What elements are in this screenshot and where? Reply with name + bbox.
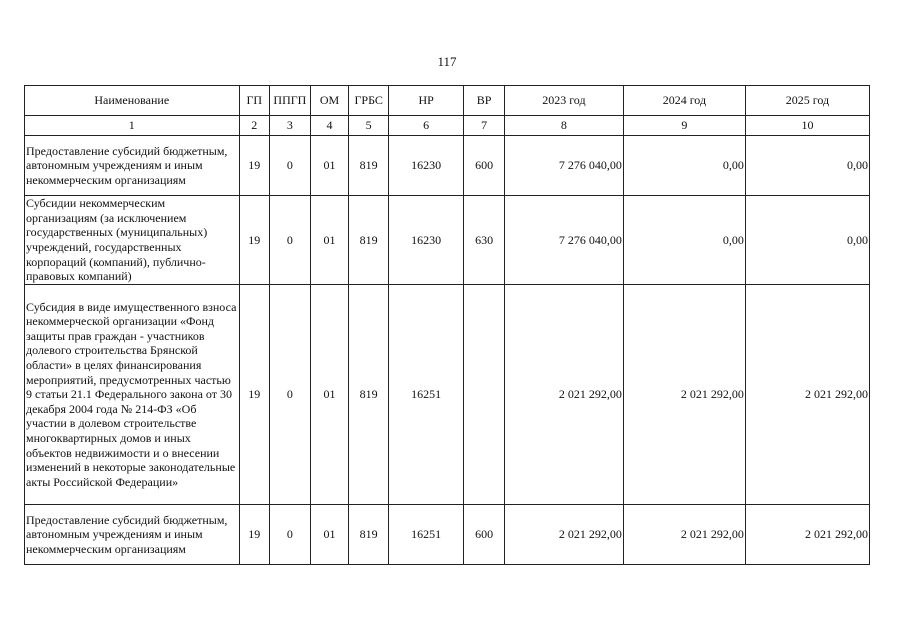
row-ppgp: 0 xyxy=(270,136,311,196)
row-2025: 2 021 292,00 xyxy=(745,505,869,565)
header-2023: 2023 год xyxy=(504,86,623,116)
header-2025: 2025 год xyxy=(745,86,869,116)
row-vr: 630 xyxy=(464,196,505,285)
row-name: Субсидии некоммерческим организациям (за исключением государственных (муниципальных) учреждений, государственных корпораций (компаний), публично-правовых компаний) xyxy=(25,196,240,285)
row-2025: 0,00 xyxy=(745,136,869,196)
page-number: 117 xyxy=(437,54,457,69)
budget-table xyxy=(24,85,870,565)
row-nr: 16230 xyxy=(389,136,464,196)
table-row xyxy=(25,285,870,505)
row-grbs: 819 xyxy=(349,136,389,196)
row-nr: 16251 xyxy=(389,285,464,505)
row-grbs: 819 xyxy=(349,285,389,505)
row-nr: 16251 xyxy=(389,505,464,565)
column-number: 5 xyxy=(349,116,389,136)
column-number: 4 xyxy=(310,116,349,136)
row-2023: 7 276 040,00 xyxy=(504,136,623,196)
row-gp: 19 xyxy=(239,285,270,505)
header-row xyxy=(25,86,870,116)
row-ppgp: 0 xyxy=(270,285,311,505)
row-gp: 19 xyxy=(239,136,270,196)
column-number: 8 xyxy=(504,116,623,136)
row-vr xyxy=(464,285,505,505)
column-number: 10 xyxy=(745,116,869,136)
row-2024: 2 021 292,00 xyxy=(623,505,745,565)
row-2023: 2 021 292,00 xyxy=(504,285,623,505)
column-number: 2 xyxy=(239,116,270,136)
row-name: Предоставление субсидий бюджетным, автономным учреждениям и иным некоммерческим организациям xyxy=(25,505,240,565)
column-number: 6 xyxy=(389,116,464,136)
table-row xyxy=(25,505,870,565)
row-2023: 2 021 292,00 xyxy=(504,505,623,565)
row-2024: 0,00 xyxy=(623,196,745,285)
header-2024: 2024 год xyxy=(623,86,745,116)
row-2025: 2 021 292,00 xyxy=(745,285,869,505)
row-vr: 600 xyxy=(464,505,505,565)
row-grbs: 819 xyxy=(349,196,389,285)
header-gp: ГП xyxy=(239,86,270,116)
row-grbs: 819 xyxy=(349,505,389,565)
header-nr: НР xyxy=(389,86,464,116)
column-number: 1 xyxy=(25,116,240,136)
column-number: 7 xyxy=(464,116,505,136)
row-ppgp: 0 xyxy=(270,505,311,565)
row-vr: 600 xyxy=(464,136,505,196)
row-ppgp: 0 xyxy=(270,196,311,285)
row-2023: 7 276 040,00 xyxy=(504,196,623,285)
row-2025: 0,00 xyxy=(745,196,869,285)
column-number-row xyxy=(25,116,870,136)
row-name: Субсидия в виде имущественного взноса некоммерческой организации «Фонд защиты прав граждан - участников долевого строительства Брянской области» в целях финансирования мероприятий, предусмотренных частью 9 статьи 21.1 Федерального закона от 30 декабря 2004 года № 214-ФЗ «Об участии в долевом строительстве многоквартирных домов и иных объектов недвижимости и о внесении изменений в некоторые законодательные акты Российской Федерации» xyxy=(25,285,240,505)
row-om: 01 xyxy=(310,196,349,285)
row-name: Предоставление субсидий бюджетным, автономным учреждениям и иным некоммерческим организациям xyxy=(25,136,240,196)
header-ppgp: ППГП xyxy=(270,86,311,116)
table-row xyxy=(25,136,870,196)
header-vr: ВР xyxy=(464,86,505,116)
row-2024: 0,00 xyxy=(623,136,745,196)
row-2024: 2 021 292,00 xyxy=(623,285,745,505)
column-number: 3 xyxy=(270,116,311,136)
row-nr: 16230 xyxy=(389,196,464,285)
column-number: 9 xyxy=(623,116,745,136)
header-name: Наименование xyxy=(25,86,240,116)
row-om: 01 xyxy=(310,505,349,565)
header-grbs: ГРБС xyxy=(349,86,389,116)
row-om: 01 xyxy=(310,285,349,505)
table-row xyxy=(25,196,870,285)
header-om: ОМ xyxy=(310,86,349,116)
row-om: 01 xyxy=(310,136,349,196)
row-gp: 19 xyxy=(239,505,270,565)
row-gp: 19 xyxy=(239,196,270,285)
